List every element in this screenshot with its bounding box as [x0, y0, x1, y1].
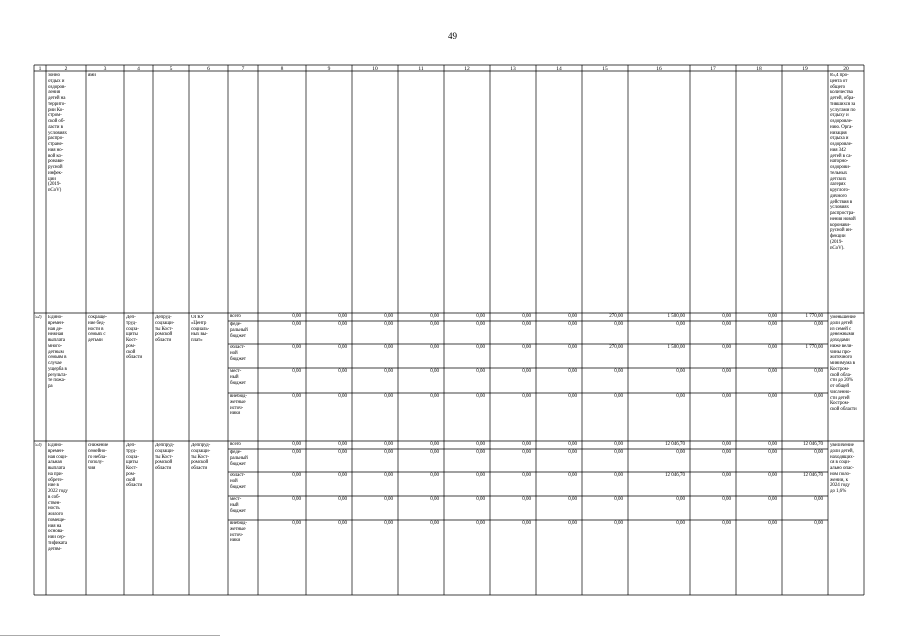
- row53-value-1-3: 0,00: [430, 449, 439, 455]
- row52-number: 52): [35, 315, 42, 320]
- row53-value-1-11: 0,00: [814, 449, 823, 455]
- row52-value-3-3: 0,00: [430, 368, 439, 374]
- row52-value-0-11: 1 770,00: [805, 313, 823, 319]
- header-col-12: 12: [464, 66, 470, 72]
- row53-value-2-2: 0,00: [384, 472, 393, 478]
- row52-value-1-5: 0,00: [522, 321, 531, 327]
- cont-col20: 85,4 про- цента от общего количества детей, обра- тившихся за услугами по отдыху и оздоровле- нию. Орга- низация отдыха и оздоровле- ния 342 детей в са- наторно- оздорови- тельных детских лагерях круглого- дичного действия в условиях распростра- нения новой коронави- русной ин- фекции (2019- nCoV).: [830, 73, 856, 251]
- row53-number: 53): [35, 443, 42, 448]
- header-col-4: 4: [137, 66, 140, 72]
- row52-value-0-8: 1 500,00: [667, 313, 685, 319]
- row52-value-1-4: 0,00: [476, 321, 485, 327]
- row52-value-1-0: 0,00: [292, 321, 301, 327]
- row52-value-4-11: 0,00: [814, 393, 823, 399]
- row52-value-1-9: 0,00: [722, 321, 731, 327]
- row52-value-4-10: 0,00: [768, 393, 777, 399]
- row53-label-2: област- ной бюджет: [230, 473, 246, 490]
- row52-value-1-6: 0,00: [568, 321, 577, 327]
- row52-value-3-10: 0,00: [768, 368, 777, 374]
- row52-value-0-1: 0,00: [338, 313, 347, 319]
- row52-value-1-3: 0,00: [430, 321, 439, 327]
- row52-goal: сокраще- ние бед- ности в семьях с детьми: [88, 315, 107, 343]
- row53-value-3-7: 0,00: [614, 496, 623, 502]
- header-col-15: 15: [602, 66, 608, 72]
- row53-value-3-2: 0,00: [384, 496, 393, 502]
- row52-value-2-1: 0,00: [338, 344, 347, 350]
- row52-label-3: мест- ный бюджет: [230, 369, 246, 386]
- row53-value-4-3: 0,00: [430, 520, 439, 526]
- row52-value-4-5: 0,00: [522, 393, 531, 399]
- row53-measure: Едино- времен- ная соци- альная выплата на при- обрете- ние в 2022 году в соб- ствен- ность жилого помеще- ния на основа- нии сер- тификата детям-: [48, 443, 68, 552]
- row52-value-2-0: 0,00: [292, 344, 301, 350]
- row52-value-1-7: 0,00: [614, 321, 623, 327]
- row53-value-1-6: 0,00: [568, 449, 577, 455]
- row52-value-1-10: 0,00: [768, 321, 777, 327]
- row53-value-4-6: 0,00: [568, 520, 577, 526]
- header-col-11: 11: [418, 66, 424, 72]
- row53-value-0-7: 0,00: [614, 441, 623, 447]
- row53-label-0: всего: [230, 442, 241, 447]
- header-col-18: 18: [756, 66, 762, 72]
- row52-label-4: внебюд- жетные источ- ники: [230, 394, 247, 417]
- row52-value-3-9: 0,00: [722, 368, 731, 374]
- row53-value-3-8: 0,00: [676, 496, 685, 502]
- row53-value-2-9: 0,00: [722, 472, 731, 478]
- row53-value-3-9: 0,00: [722, 496, 731, 502]
- row53-value-1-10: 0,00: [768, 449, 777, 455]
- row53-value-0-9: 0,00: [722, 441, 731, 447]
- row52-value-0-4: 0,00: [476, 313, 485, 319]
- row52-value-4-8: 0,00: [676, 393, 685, 399]
- row52-value-3-6: 0,00: [568, 368, 577, 374]
- row53-value-4-7: 0,00: [614, 520, 623, 526]
- header-col-16: 16: [656, 66, 662, 72]
- row52-value-1-8: 0,00: [676, 321, 685, 327]
- header-col-5: 5: [169, 66, 173, 72]
- header-col-1: 1: [38, 66, 42, 72]
- cont-col2: зонно отдых и оздоров- ления детей на террито- рии Ко- стром- ской об- ласти в условиях распро- стране- ния но- вой ко- ронави- русной инфек- ции (2019- nCoV): [48, 73, 67, 193]
- header-col-2: 2: [64, 66, 68, 72]
- row52-value-4-2: 0,00: [384, 393, 393, 399]
- row53-value-0-10: 0,00: [768, 441, 777, 447]
- row53-goal: снижение семейно- го небла- гополу- чия: [88, 443, 109, 471]
- row53-value-2-7: 0,00: [614, 472, 623, 478]
- row53-value-0-0: 0,00: [292, 441, 301, 447]
- row53-value-0-4: 0,00: [476, 441, 485, 447]
- row53-value-4-9: 0,00: [722, 520, 731, 526]
- row52-value-2-6: 0,00: [568, 344, 577, 350]
- row53-value-4-2: 0,00: [384, 520, 393, 526]
- row52-value-1-1: 0,00: [338, 321, 347, 327]
- row52-value-0-10: 0,00: [768, 313, 777, 319]
- row53-value-4-1: 0,00: [338, 520, 347, 526]
- header-col-6: 6: [207, 66, 210, 72]
- row53-value-3-10: 0,00: [768, 496, 777, 502]
- row52-value-2-2: 0,00: [384, 344, 393, 350]
- row52-value-4-0: 0,00: [292, 393, 301, 399]
- row53-value-2-0: 0,00: [292, 472, 301, 478]
- row52-coexecutor: Депруд- соцзащи- ты Кост- ромской области: [155, 315, 175, 343]
- header-col-19: 19: [802, 66, 808, 72]
- header-col-7: 7: [241, 66, 245, 72]
- row52-value-2-4: 0,00: [476, 344, 485, 350]
- row53-coexecutor: Деппруд- соцзащи- ты Кост- ромской области: [155, 443, 175, 471]
- row53-value-3-3: 0,00: [430, 496, 439, 502]
- row53-value-1-2: 0,00: [384, 449, 393, 455]
- row53-value-4-4: 0,00: [476, 520, 485, 526]
- row52-value-0-5: 0,00: [522, 313, 531, 319]
- row53-value-4-5: 0,00: [522, 520, 531, 526]
- row53-value-1-5: 0,00: [522, 449, 531, 455]
- row52-value-2-5: 0,00: [522, 344, 531, 350]
- header-col-8: 8: [280, 66, 284, 72]
- row52-value-0-2: 0,00: [384, 313, 393, 319]
- row52-value-0-3: 0,00: [430, 313, 439, 319]
- row52-value-0-0: 0,00: [292, 313, 301, 319]
- row53-value-3-0: 0,00: [292, 496, 301, 502]
- header-col-14: 14: [556, 66, 562, 72]
- row53-value-2-1: 0,00: [338, 472, 347, 478]
- row52-value-0-9: 0,00: [722, 313, 731, 319]
- row52-value-1-2: 0,00: [384, 321, 393, 327]
- header-col-17: 17: [710, 66, 716, 72]
- row52-label-1: феде- ральный бюджет: [230, 322, 248, 339]
- header-col-20: 20: [843, 66, 849, 72]
- row52-value-2-3: 0,00: [430, 344, 439, 350]
- row52-value-2-8: 1 500,00: [667, 344, 685, 350]
- row52-label-2: област- ной бюджет: [230, 345, 246, 362]
- row53-label-3: мест- ный бюджет: [230, 497, 246, 514]
- row53-value-1-8: 0,00: [676, 449, 685, 455]
- row52-responsible: Деп- труд- соцза- щиты Кост- ром- ской области: [126, 315, 143, 361]
- row53-value-2-10: 0,00: [768, 472, 777, 478]
- row53-value-3-5: 0,00: [522, 496, 531, 502]
- row52-value-3-1: 0,00: [338, 368, 347, 374]
- footer-divider: [0, 635, 220, 636]
- row52-value-0-6: 0,00: [568, 313, 577, 319]
- row52-value-4-4: 0,00: [476, 393, 485, 399]
- row53-value-0-8: 12 046,70: [665, 441, 685, 447]
- row53-value-0-11: 12 046,70: [803, 441, 823, 447]
- row53-value-0-3: 0,00: [430, 441, 439, 447]
- row53-value-2-5: 0,00: [522, 472, 531, 478]
- row53-value-0-5: 0,00: [522, 441, 531, 447]
- row53-value-4-11: 0,00: [814, 520, 823, 526]
- row52-value-3-11: 0,00: [814, 368, 823, 374]
- row52-participant: ОГКУ «Центр социаль- ных вы- плат»: [191, 315, 210, 343]
- row52-value-2-11: 1 770,00: [805, 344, 823, 350]
- row52-measure: Едино- времен- ная де- нежная выплата много- детным семьям в случае ущерба в результа- те пожа- ра: [48, 315, 67, 389]
- row53-value-2-3: 0,00: [430, 472, 439, 478]
- row53-value-2-11: 12 046,70: [803, 472, 823, 478]
- row52-value-4-3: 0,00: [430, 393, 439, 399]
- row52-value-2-10: 0,00: [768, 344, 777, 350]
- row52-value-4-7: 0,00: [614, 393, 623, 399]
- row52-value-3-7: 0,00: [614, 368, 623, 374]
- row52-value-3-4: 0,00: [476, 368, 485, 374]
- header-col-3: 3: [103, 66, 107, 72]
- cont-col3: ями: [88, 73, 96, 78]
- row53-value-1-4: 0,00: [476, 449, 485, 455]
- header-col-9: 9: [327, 66, 331, 72]
- row53-value-0-6: 0,00: [568, 441, 577, 447]
- row53-value-1-1: 0,00: [338, 449, 347, 455]
- row53-value-0-1: 0,00: [338, 441, 347, 447]
- row53-value-2-6: 0,00: [568, 472, 577, 478]
- row53-value-3-6: 0,00: [568, 496, 577, 502]
- row52-value-4-1: 0,00: [338, 393, 347, 399]
- header-col-10: 10: [372, 66, 378, 72]
- row53-value-0-2: 0,00: [384, 441, 393, 447]
- row52-value-3-8: 0,00: [676, 368, 685, 374]
- row53-value-1-0: 0,00: [292, 449, 301, 455]
- row53-value-1-7: 0,00: [614, 449, 623, 455]
- row53-responsible: Деп- труд- соцза- щиты Кост- ром- ской области: [126, 443, 143, 489]
- row52-value-2-9: 0,00: [722, 344, 731, 350]
- row52-value-0-7: 270,00: [609, 313, 623, 319]
- row53-value-3-11: 0,00: [814, 496, 823, 502]
- row52-value-1-11: 0,00: [814, 321, 823, 327]
- row53-value-1-9: 0,00: [722, 449, 731, 455]
- row52-value-2-7: 270,00: [609, 344, 623, 350]
- row52-value-3-0: 0,00: [292, 368, 301, 374]
- row52-value-4-6: 0,00: [568, 393, 577, 399]
- row53-value-2-4: 0,00: [476, 472, 485, 478]
- row53-label-1: феде- ральный бюджет: [230, 450, 248, 467]
- row52-value-4-9: 0,00: [722, 393, 731, 399]
- header-col-13: 13: [510, 66, 516, 72]
- row52-result: уменьшение доли детей из семей с денежными доходами ниже вели- чины про- житочного минимума в Костром- ской обла- сти до 20% от общей численно- сти детей Костром- ской области: [830, 315, 857, 412]
- row53-value-4-0: 0,00: [292, 520, 301, 526]
- row53-participant: Деппруд- соцзащи- ты Кост- ромской области: [191, 443, 211, 471]
- row53-value-2-8: 12 046,70: [665, 472, 685, 478]
- page-number: 49: [448, 31, 457, 41]
- row52-value-3-5: 0,00: [522, 368, 531, 374]
- row53-result: увеличение доли детей, находящих- ся в соци- ально опас- ном поло- жении, к 2024 году до 1,6%: [830, 443, 855, 494]
- row53-label-4: внебюд- жетные источ- ники: [230, 521, 247, 544]
- row53-value-4-8: 0,00: [676, 520, 685, 526]
- row52-label-0: всего: [230, 314, 241, 319]
- row53-value-3-1: 0,00: [338, 496, 347, 502]
- row53-value-3-4: 0,00: [476, 496, 485, 502]
- row53-value-4-10: 0,00: [768, 520, 777, 526]
- row52-value-3-2: 0,00: [384, 368, 393, 374]
